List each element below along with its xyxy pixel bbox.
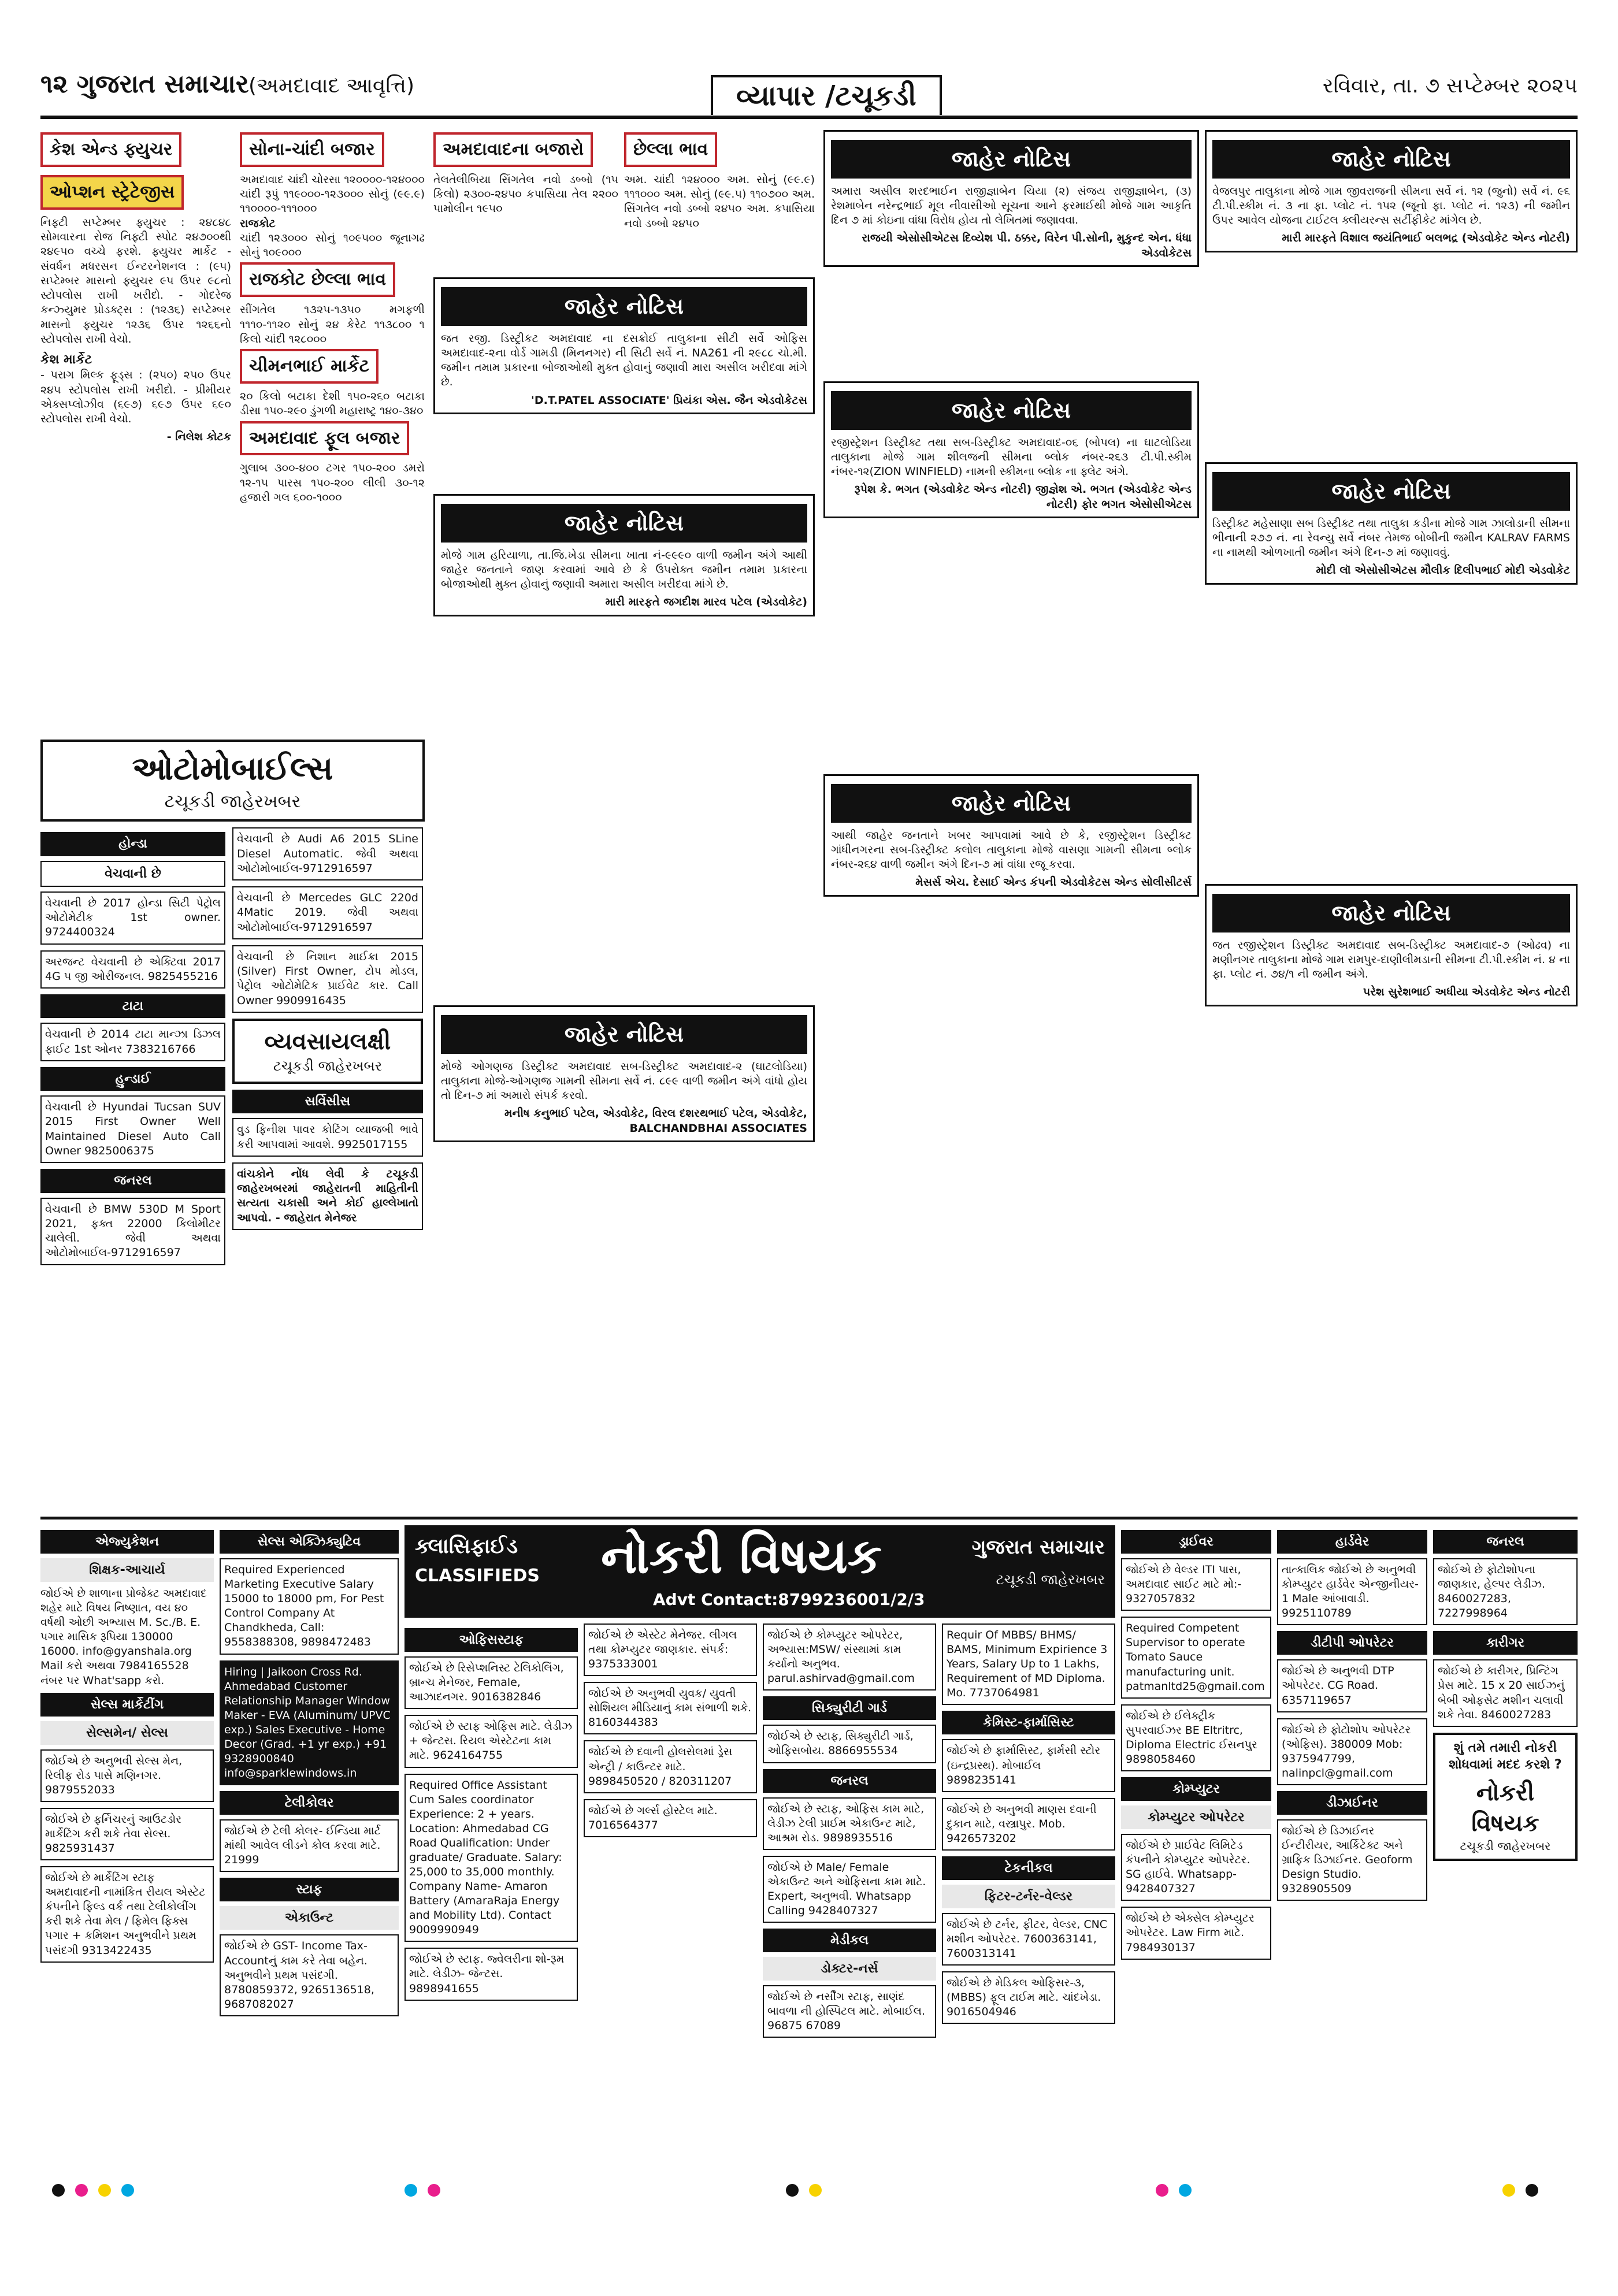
photo-ad: જોઈએ છે ફોટોશોપ ઓપરેટર (ઓફિસ). 380009 Mob: 9375947799, nalinpcl@gmail.com: [1277, 1718, 1427, 1785]
general-ad: વેચવાની છે BMW 530D M Sport 2021, ફક્ત 22000 કિલોમીટર ચાલેલી. જેવી અથવા ઓટોમોબાઈલ-9712916597: [40, 1198, 225, 1265]
sales-exec-heading: સેલ્સ એક્ઝિક્યુટિવ: [220, 1530, 399, 1554]
hyundai-heading: હુન્ડાઈ: [40, 1067, 225, 1091]
notice-9-title: જાહેર નોટિસ: [1212, 894, 1570, 932]
carrier-heading: કારીગર: [1433, 1631, 1578, 1655]
gold-text: અમદાવાદ ચાંદી ચોરસા ૧૨૦૦૦૦-૧૨૪૦૦૦ ચાંદી રૂપું ૧૧૯૦૦૦-૧૨૩૦૦૦ સોનું (૯૯.૯) ૧૧૦૦૦૦-૧૧૧૦૦૦: [240, 173, 425, 216]
hyundai-ad: વેચવાની છે Hyundai Tucsan SUV 2015 First Owner Well Maintained Diesel Auto Call Owner 9825006375: [40, 1095, 225, 1163]
chemist-ad: જોઈએ છે ફાર્માસિસ્ટ, ફાર્મસી સ્ટોર (ઇન્દ્રપ્રસ્થ). મોબાઈલ 9898235141: [942, 1739, 1115, 1792]
automobiles-section: [40, 740, 425, 1514]
notice-8: [1205, 462, 1578, 872]
notice-8-sig: મોદી લૉ એસોસીએટસ મૌલીક દિલીપભાઈ મોદી એડવોકેટ: [1316, 564, 1570, 577]
service-heading: સર્વિસીસ: [232, 1090, 423, 1113]
chiman-text: ૨૦ કિલો બટાકા દેશી ૧૫૦-૨૬૦ બટાકા ડીસા ૧૫૦-૨૯૦ ડુંગળી મહારાષ્ટ્ર ૧૪૦-૩૪૦: [240, 390, 425, 418]
general-heading: જનરલ: [40, 1169, 225, 1192]
notice-5: [823, 381, 1199, 757]
chemist-heading: કેમિસ્ટ-ફાર્માસિસ્ટ: [942, 1711, 1115, 1734]
comp-op-heading: કોમ્પ્યુટર ઓપરેટર: [1121, 1805, 1271, 1829]
salesman-heading: સેલ્સમેન/ સેલ્સ: [40, 1721, 214, 1745]
salesman-ad-1: જોઈએ છે અનુભવી સેલ્સ મેન, રિલીફ રોડ પાસે મણિનગર. 9879552033: [40, 1749, 214, 1802]
rajkot-last-heading: રાજકોટ છેલ્લા ભાવ: [240, 262, 395, 297]
manager-ad-2: જોઈએ છે અનુભવી યુવક/ યુવતી સોશિયલ મીડિયાનું કામ સંભાળી શકે. 8160344383: [584, 1682, 757, 1734]
notice-3-sig: મનીષ કનુભાઈ પટેલ, એડવોકેટ, વિરલ દશરથભાઈ પટેલ, એડવોકેટ, BALCHANDBHAI ASSOCIATES: [504, 1107, 807, 1135]
dot-yellow-icon-2: [809, 2184, 822, 2197]
flower-text: ગુલાબ ૩૦૦-૪૦૦ ટગર ૧૫૦-૨૦૦ ડમરો ૧૨-૧૫ પારસ ૧૫૦-૨૦૦ લીલી ૩૦-૧૨ હજારી ગલ ૬૦૦-૧૦૦૦: [240, 462, 425, 504]
registration-dots: [0, 2178, 1618, 2201]
auto-ad-1: વેચવાની છે 2017 હોન્ડા સિટી પેટ્રોલ ઓટોમેટીક 1st owner. 9724400324: [40, 891, 225, 945]
notice-5-title: જાહેર નોટિસ: [831, 391, 1192, 430]
cls-col-3: [404, 1623, 578, 2155]
general3-heading: જનરલ: [1433, 1530, 1578, 1554]
dtp-ad: જોઈએ છે અનુભવી DTP ઓપરેટર. CG Road. 6357119657: [1277, 1659, 1427, 1712]
notice-7-title: જાહેર નોટિસ: [1212, 140, 1570, 179]
notice-7: [1205, 130, 1578, 454]
author: - નિલેશ કોટક: [166, 430, 231, 444]
notice-9-body: જત રજીસ્ટ્રેશન ડિસ્ટ્રીક્ટ અમદાવાદ સબ-ડિસ્ટ્રીક્ટ અમદાવાદ-૭ (ઓઢવ) ના મણીનગર તાલુકાના મોજે ગામ રામપુર-દાણીલીમડાની સીમના ટી.પી.સ્કીમ નં. ૪ ના ફા. પ્લોટ નં. ૭૪/૧ ની જમીન અંગે.: [1212, 938, 1570, 981]
notice-2: [433, 494, 815, 870]
hiring-ad: Hiring | Jaikoon Cross Rd. Ahmedabad Customer Relationship Manager Window Maker - EVA (Aluminum/ UPVC exp.) Sales Executive - Home Decor (Grad. +1 yr exp.) +91 9328900840 info@sparklewindows.in: [220, 1660, 399, 1786]
notice-7-body: વેજલપુર તાલુકાના મોજે ગામ જીવરાજની સીમના સર્વે નં. ૧૨ (જુનો) સર્વે નં. ૯૬ ટી.પી.સ્કીમ નં. ૩ ના ફા. પ્લોટ નં. ૧૫૨ (જૂનો ફા. પ્લોટ નં. ૧૨૩) ની જમીન ઉપર આવેલ યોજના ટાઈટલ ક્લીયરન્સ સર્ટીફીકેટ માંગેલ છે.: [1212, 184, 1570, 227]
doctor-ad-1: Requir Of MBBS/ BHMS/ BAMS, Minimum Expirience 3 Years, Salary Up to 1 Lakhs, Requirement of MD Diploma. Mo. 7737064981: [942, 1623, 1115, 1705]
office-heading: ઓફિસસ્ટાફ: [404, 1628, 578, 1652]
security-ad: જોઈએ છે સ્ટાફ, સિક્યુરીટી ગાર્ડ, ઓફિસબોય. 8866955534: [763, 1725, 936, 1763]
masthead: ૧૨ ગુજરાત સમાચાર: [40, 69, 249, 99]
hardware-ad: તાત્કાલિક જોઈએ છે અનુભવી કોમ્પ્યુટર હાર્ડવેર એન્જીનીયર- 1 Male આંબાવાડી. 9925110789: [1277, 1558, 1427, 1625]
dot-cyan-icon-2: [404, 2184, 417, 2197]
banner-right: ગુજરાત સમાચાર: [971, 1536, 1105, 1559]
notice-6-body: આથી જાહેર જનતાને ખબર આપવામાં આવે છે કે, રજીસ્ટ્રેશન ડિસ્ટ્રીક્ટ ગાંધીનગરના સબ-ડિસ્ટ્રીક્ટ કલોલ તાલુકાના મોજે વાસણા ગામની સીમના બ્લોક નંબર-૨૬૪ વાળી જમીન અંગે દિન-૭ માં વાંધા રજૂ કરવા.: [831, 829, 1192, 871]
notice-4: [823, 130, 1199, 361]
notice-1: [433, 277, 815, 485]
computer-ad: જોઈએ છે કોમ્પ્યુટર ઓપરેટર, અભ્યાસ:MSW/ સંસ્થામાં કામ કર્યાનો અનુભવ. parul.ashirvad@gmail.com: [763, 1623, 936, 1691]
office-ad-3: Required Office Assistant Cum Sales coordinator Experience: 2 + years. Location: Ahmedabad CG Road Qualification: Under graduate/ Graduate. Salary: 25,000 to 35,000 monthly. Company Name- Amaron Battery (AmaraRaja Energy and Mobility Ltd). Contact 9009990949: [404, 1774, 578, 1942]
notice-2-title: જાહેર નોટિસ: [441, 504, 807, 543]
banner-left: ક્લાસિફાઈડ: [415, 1535, 518, 1558]
dot-cyan-icon-3: [1179, 2184, 1192, 2197]
cash-heading: કેશ માર્કેટ: [40, 352, 92, 367]
last-prices: [624, 130, 815, 269]
cls-col-1: [40, 1525, 214, 2155]
notice-3: [433, 1005, 815, 1514]
notice-3-body: મોજે ઓગણજ ડિસ્ટ્રીક્ટ અમદાવાદ સબ-ડિસ્ટ્રીક્ટ અમદાવાદ-૨ (ઘાટલોડિયા) તાલુકાના મોજે-ઓગણજ ગામની સીમના સર્વે નં. ૮૯૯ વાળી જમીન અંગે વાંધો હોય તો દિન-૭ માં અમારો સંપર્ક કરવો.: [441, 1060, 807, 1102]
futures-column: [40, 130, 231, 731]
rajkot-heading: રાજકોટ: [240, 217, 276, 230]
notice-7-sig: મારી મારફતે વિશાલ જયંતિભાઈ બલભદ્ર (એડવોકેટ એન્ડ નોટરી): [1282, 232, 1570, 245]
design-ad: જોઈએ છે ડિઝાઈનર ઈન્ટીરીયર, આર્કિટેક્ટ અને ગ્રાફિક ડિઝાઈનર. Geoform Design Studio. 9328905509: [1277, 1819, 1427, 1901]
flower-heading: અમદાવાદ ફૂલ બજાર: [240, 421, 409, 456]
ahm-markets: [433, 130, 618, 269]
cls-general-ad-1: જોઈએ છે સ્ટાફ, ઓફિસ કામ માટે, લેડીઝ ટેલી પ્રાઈમ એકાઉન્ટ માટે, આશ્રમ રોડ. 9898935516: [763, 1797, 936, 1850]
manager-ad-3: જોઈએ છે દવાની હોલસેલમાં ડ્રેસ એન્ટ્રી / કાઉન્ટર માટે. 9898450520 / 820311207: [584, 1740, 757, 1793]
manager-ad-1: જોઈએ છે એસ્ટેટ મેનેજર. લીગલ તથા કોમ્પ્યુટર જાણકાર. સંપર્ક: 9375333001: [584, 1623, 757, 1676]
comp-ad-1: જોઈએ છે પ્રાઈવેટ લિમિટેડ કંપનીને કોમ્પ્યુટર ઓપરેટર. SG હાઈવે. Whatsapp- 9428407327: [1121, 1834, 1271, 1901]
promo-title: નોકરી વિષયક: [1471, 1779, 1539, 1837]
fitter-ad: જોઈએ છે ટર્નર, ફીટર, વેલ્ડર, CNC મશીન ઓપરેટર. 7600363141, 7600313141: [942, 1913, 1115, 1966]
cash-text: - પરાગ મિલ્ક ફૂડ્સ : (૨૫૦) ૨૫૦ ઉપર ૨૪૫ સ્ટોપલોસ રાખી ખરીદો. - પ્રીમીયર એક્સપ્લોઝીવ (૬૯૭) ૬૯૭ ઉપર ૬૯૦ સ્ટોપલોસ રાખી વેચો.: [40, 369, 231, 426]
notice-9: [1205, 884, 1578, 1514]
cls-col-6: [942, 1623, 1115, 2155]
page-header: [40, 64, 1578, 119]
auto-ad-5: વેચવાની છે નિશાન માઈક્રા 2015 (Silver) First Owner, ટોપ મોડલ, પેટ્રોલ ઓટોમેટિક પ્રાઈવેટ કાર. Call Owner 9909916435: [232, 945, 423, 1013]
section-divider: [40, 1517, 1578, 1519]
accounts-ad: જોઈએ છે GST- Income Tax- Accountનું કામ કરે તેવા બહેન. અનુભવીને પ્રથમ પસંદગી. 8780859372, 9265136518, 9687082027: [220, 1934, 399, 2016]
doctor-ad-3: જોઈએ છે મેડિકલ ઓફિસર-૩, (MBBS) ફૂલ ટાઈમ માટે. ચાંદખેડા. 9016504946: [942, 1971, 1115, 2024]
auto-ad-3: વેચવાની છે Audi A6 2015 SLine Diesel Automatic. જેવી અથવા ઓટોમોબાઈલ-9712916597: [232, 827, 423, 880]
fitter-heading: ફિટર-ટર્નર-વેલ્ડર: [942, 1885, 1115, 1908]
sell-heading: વેચવાની છે: [40, 861, 225, 887]
cls-col-4: [584, 1623, 757, 2155]
security-heading: સિક્યુરીટી ગાર્ડ: [763, 1696, 936, 1720]
salesman-ad-2: જોઈએ છે ફર્નિચરનું આઉટડોર માર્કેટિંગ કરી શકે તેવા સેલ્સ. 9825931437: [40, 1808, 214, 1860]
cls-col-2: [220, 1525, 399, 2155]
doctor-heading: મેડીકલ: [763, 1929, 936, 1952]
technical-heading: ટેકનીકલ: [942, 1856, 1115, 1880]
teacher-heading: શિક્ષક-આચાર્ય: [40, 1558, 214, 1582]
auto-ad-2: અરજન્ટ વેચવાની છે એક્ટિવા 2017 4G ૫ જી ઓરીજનલ. 9825455216: [40, 950, 225, 989]
notice-4-body: અમારા અસીલ શરદભાઈન રાજીજ્ઞાબેન ચિયા (૨) સંજય રાજીજ્ઞાબેન, (૩) રેશમાબેન નરેન્દ્રભાઈ મૂલ નીવાસીઓ સૂચના આને ફરમાઈથી મોજે ગામ આકૃતિ દિન ૭ માં કોઇના વાંધા વિરોધ હોય તો લેખિતમાં જણાવવા.: [831, 184, 1192, 227]
office-ad-2: જોઈએ છે સ્ટાફ ઓફિસ માટે. લેડીઝ + જેન્ટસ. રિયલ એસ્ટેટના કામ માટે. 9624164755: [404, 1715, 578, 1767]
engineer-ad: Required Competent Supervisor to operate Tomato Sauce manufacturing unit. patmanltd25@gmail.com: [1121, 1617, 1271, 1698]
notice-6-sig: મેસર્સ એચ. દેસાઈ એન્ડ કંપની એડવોકેટસ એન્ડ સોલીસીટર્સ: [915, 876, 1192, 889]
ahm-heading: અમદાવાદના બજારો: [433, 132, 593, 167]
notice-2-body: મોજે ગામ હરિયાળા, તા.જિ.ખેડા સીમના ખાતા નં-૯૯૯૦ વાળી જમીન અંગે આથી જાહેર જનતાને જાણ કરવામાં આવે છે કે ઉપરોક્ત જમીન તમામ પ્રકારના બોજાઓથી મુક્ત હોવાનું જણાવી અમારા અસીલ ખરીદવા માંગે છે.: [441, 548, 807, 591]
edition: (અમદાવાદ આવૃત્તિ): [248, 74, 415, 98]
ahm-text: તેલતેલીબિયા સિંગતેલ નવો ડબ્બો (૧૫ કિલો) ૨૩૦૦-૨૪૫૦ કપાસિયા તેલ ૨૨૦૦ પામોલીન ૧૯૫૦: [433, 173, 618, 216]
gold-heading: સોના-ચાંદી બજાર: [240, 132, 384, 167]
tata-heading: ટાટા: [40, 994, 225, 1018]
comp-heading: કોમ્પ્યુટર: [1121, 1777, 1271, 1801]
notice-1-sig: 'D.T.PATEL ASSOCIATE' પ્રિયંકા એસ. જૈન એડવોકેટસ: [531, 393, 807, 407]
hardware-heading: હાર્ડવેર: [1277, 1530, 1427, 1554]
futures-text: નિફ્ટી સપ્ટેમ્બર ફ્યુચર : ૨૪૮૪૮ સોમવારના રોજ નિફ્ટી સ્પોટ ૨૪૭૦૦થી ૨૪૯૫૦ વચ્ચે ફરશે. ફ્યુચર માર્કેટ - સંવર્ધન મધરસન ઈન્ટરનેશનલ : (૯૫) સપ્ટેમ્બર માસનો ફ્યુચર ૯૫ ઉપર ૯૮નો સ્ટોપલોસ રાખી ખરીદો. - ગોદરેજ કન્ઝ્યુમર પ્રોડક્ટ્સ : (૧૨૩૬) સપ્ટેમ્બર માસનો ફ્યુચર ૧૨૩૬ ઉપર ૧૨૬૬નો સ્ટોપલોસ રાખી વેચો.: [40, 216, 231, 345]
cls-col-7: [1121, 1525, 1271, 2155]
general3-ad: જોઈએ છે ફોટોશોપના જાણકાર, હેલ્પર લેડીઝ. 8460027283, 7227998964: [1433, 1558, 1578, 1625]
service-ad: વુડ ફિનીશ પાવર કોટિંગ વ્યાજબી ભાવે કરી આપવામાં આવશે. 9925017155: [232, 1118, 423, 1157]
cls-general-heading: જનરલ: [763, 1769, 936, 1793]
biz-subheading: ટચૂકડી જાહેરખબર: [273, 1058, 383, 1075]
last-heading: છેલ્લા ભાવ: [624, 132, 717, 167]
cls-col-9: [1433, 1525, 1578, 2155]
notice-9-sig: પરેશ સુરેશભાઈ અધીયા એડવોકેટ એન્ડ નોટરી: [1363, 986, 1570, 999]
tata-ad: વેચવાની છે 2014 ટાટા માન્ઝા ડિઝલ ફાઈટ 1st ઓનર 7383216766: [40, 1023, 225, 1061]
office-ad-1: જોઈએ છે રિસેપ્શનિસ્ટ ટેલિકોલિંગ, બ્રાન્ચ મેનેજર, Female, આઝાદનગર. 9016382846: [404, 1656, 578, 1709]
notice-4-title: જાહેર નોટિસ: [831, 140, 1192, 179]
cls-general-ad-2: જોઈએ છે Male/ Female એકાઉન્ટ અને ઓફિસના કામ માટે. Expert, અનુભવી. Whatsapp Calling 9428407327: [763, 1856, 936, 1923]
dot-black-icon-3: [1526, 2184, 1538, 2197]
gold-column: [240, 130, 425, 731]
futures-heading: કેશ એન્ડ ફ્યુચર: [40, 132, 181, 167]
cls-col-5: [763, 1623, 936, 2155]
promo-question: શું તમે તમારી નોકરી શોધવામાં મદદ કરશે ?: [1449, 1740, 1562, 1772]
dot-yellow-icon-3: [1502, 2184, 1515, 2197]
notice-1-title: જાહેર નોટિસ: [441, 287, 807, 326]
banner-title: નોકરી વિષયક: [601, 1528, 882, 1584]
auto-ad-4: વેચવાની છે Mercedes GLC 220d 4Matic 2019. જેવી અથવા ઓટોમોબાઈલ-9712916597: [232, 886, 423, 939]
dot-magenta-icon-2: [428, 2184, 440, 2197]
notice-8-title: જાહેર નોટિસ: [1212, 472, 1570, 511]
auto-heading: ઓટોમોબાઈલ્સ: [132, 750, 333, 787]
general2-ad: જોઈએ છે અનુભવી માણસ દવાની દુકાન માટે, વસ્ત્રાપુર. Mob. 9426573202: [942, 1798, 1115, 1851]
notice-5-sig: રૂપેશ કે. ભગત (એડવોકેટ એન્ડ નોટરી) જીજ્ઞેશ એ. ભગત (એડવોકેટ એન્ડ નોટરી) ફોર ભગત એસોસીએટસ: [854, 483, 1192, 511]
page-date: રવિવાર, તા. ૭ સપ્ટેમ્બર ૨૦૨૫: [1322, 74, 1578, 98]
driver-heading: ડ્રાઈવર: [1121, 1530, 1271, 1554]
options-heading: ઓપ્શન સ્ટ્રેટેજીસ: [40, 175, 184, 210]
comp-ad-2: જોઈએ છે એક્સેલ કોમ્પ્યુટર ઓપરેટર. Law Firm માટે. 7984930137: [1121, 1907, 1271, 1959]
last-text: અમ. ચાંદી ૧૨૪૦૦૦ અમ. સોનું (૯૯.૯) ૧૧૧૦૦૦ અમ. સોનું (૯૯.૫) ૧૧૦૭૦૦ અમ. સિંગતેલ નવો ડબ્બો ૨૪૫૦ અમ. કપાસિયા નવો ડબ્બો ૨૪૫૦: [624, 173, 815, 230]
dtp-heading: ડીટીપી ઓપરેટર: [1277, 1631, 1427, 1655]
sales-exec-ad: Required Experienced Marketing Executive Salary 15000 to 18000 pm, For Pest Control Company At Chandkheda, Call: 9558388308, 9898472483: [220, 1558, 399, 1654]
notice-6-title: જાહેર નોટિસ: [831, 784, 1192, 823]
auto-subheading: ટચૂકડી જાહેરખબર: [164, 792, 301, 812]
section-title: વ્યાપાર /ટચૂકડી: [711, 75, 942, 115]
classifieds-banner: [404, 1525, 1115, 1618]
staff-heading: સ્ટાફ: [220, 1878, 399, 1901]
carrier-ad: જોઈએ છે કારીગર, પ્રિન્ટિંગ પ્રેસ માટે. 15 x 20 સાઈઝનું બેબી ઓફસેટ મશીન ચલાવી શકે તેવા. 8460027283: [1433, 1659, 1578, 1726]
manager-ad-4: જોઈએ છે ગર્લ્સ હોસ્ટેલ માટે. 7016564377: [584, 1799, 757, 1837]
education-heading: એજ્યુકેશન: [40, 1530, 214, 1554]
telecaller-heading: ટેલીકોલર: [220, 1791, 399, 1815]
telecaller-ad: જોઈએ છે ટેલી કોલર- ઈન્ડિયા માર્ટ માંથી આવેલ લીડને કોલ કરવા માટે. 21999: [220, 1819, 399, 1872]
sales-mkt-heading: સેલ્સ માર્કેટીંગ: [40, 1693, 214, 1717]
teacher-ad: જોઈએ છે શાળાના પ્રોજેક્ટ અમદાવાદ શહેર માટે વિષય નિષ્ણાત, વય ૪૦ વર્ષથી ઓછી અભ્યાસ M. Sc./B. E. પગાર માસિક રૂપિયા 130000 16000. info@gyanshala.org Mail કરો અથવા 7984165528 નંબર પર What'sapp કરો.: [40, 1587, 207, 1687]
driver-ad: જોઈએ છે વેલ્ડર ITI પાસ, અમદાવાદ સાઈટ માટે મો:- 9327057832: [1121, 1558, 1271, 1611]
promo-subtitle: ટચૂકડી જાહેરખબર: [1460, 1839, 1551, 1853]
notice-1-body: જત રજી. ડિસ્ટ્રીકટ અમદાવાદ ના દસક્રોઈ તાલુકાના સીટી સર્વે ઓફિસ અમદાવાદ-૨ના વોર્ડ ગામડી (મિનનગર) ની સિટી સર્વે નં. NA261 ની ૨૯૮૮ ચો.મી. જમીન તમામ પ્રકારના બોજાઓથી મુક્ત હોવાનું જણાવી મારા અસીલ ખરીદવા માંગે છે.: [441, 332, 807, 389]
notice-8-body: ડિસ્ટ્રીક્ટ મહેસાણા સબ ડિસ્ટ્રીક્ટ તથા તાલુકા કડીના મોજે ગામ ઝાલોડાની સીમના ભીનાની ૨૭૭ નં. ના રેવન્યુ સર્વે નંબર તેમજ બોબીની જમીન KALRAV FARMS ના નામથી ઓળખાતી જમીન અંગે દિન-૭ માં જણાવવું.: [1212, 517, 1570, 559]
design-heading: ડીઝાઈનર: [1277, 1791, 1427, 1815]
rajkot-last-text: સીંગતેલ ૧૩૨૫-૧૩૫૦ મગફળી ૧૧૧૦-૧૧૨૦ સોનું ૨૪ કેરેટ ૧૧૩૮૦૦ ૧ કિલો ચાંદી ૧૨૮૦૦૦: [240, 303, 425, 345]
dot-black-icon: [52, 2184, 65, 2197]
banner-left-en: CLASSIFIEDS: [415, 1566, 540, 1586]
notice-6: [823, 774, 1199, 1514]
office-ad-4: જોઈએ છે સ્ટાફ. જ્વેલરીના શો-રૂમ માટે. લેડીઝ- જેન્ટસ. 9898941655: [404, 1948, 578, 2000]
cls-col-8: [1277, 1525, 1427, 2155]
doctor-ad-2: જોઈએ છે નર્સીંગ સ્ટાફ, સાણંદ બાવળા ની હોસ્પિટલ માટે. મોબાઈલ. 96875 67089: [763, 1985, 936, 2038]
rajkot-text: ચાંદી ૧૨૩૦૦૦ સોનું ૧૦૯૫૦૦ જૂનાગઢ સોનું ૧૦૯૦૦૦: [240, 231, 425, 259]
dot-black-icon-2: [786, 2184, 799, 2197]
notice-5-body: રજીસ્ટ્રેશન ડિસ્ટ્રીક્ટ તથા સબ-ડિસ્ટ્રીક્ટ અમદાવાદ-૦૬ (બોપલ) ના ઘાટલોડિયા તાલુકાના મોજે ગામ શીલજની સીમના બ્લોક નંબર-૨૬૩ ટી.પી.સ્કીમ નંબર-૧૨(ZION WINFIELD) નામની સ્કીમના બ્લોક ના ફ્લેટ અંગે.: [831, 436, 1192, 478]
dot-magenta-icon: [75, 2184, 88, 2197]
electric-ad: જોઈએ છે ઈલેક્ટ્રીક સુપરવાઈઝર BE Eltritrc, Diploma Electric ઈસનપુર 9898058460: [1121, 1704, 1271, 1771]
salesman-ad-3: જોઈએ છે માર્કેટિંગ સ્ટાફ અમદાવાદની નામાંકિત રીયલ એસ્ટેટ કંપનીને ફિલ્ડ વર્ક તથા ટેલીકોલીંગ કરી શકે તેવા મેલ / ફિમેલ ફિક્સ પગાર + કમિશન અનુભવીને પ્રથમ પસંદગી 9313422435: [40, 1866, 214, 1962]
honda-heading: હોન્ડા: [40, 832, 225, 856]
notice-4-sig: રાજયી એસોસીએટસ દિવ્યેશ પી. ઠક્કર, વિરેન પી.સોની, મુકુન્દ એન. ધંધા એડવોકેટસ: [862, 232, 1192, 259]
notice-2-sig: મારી મારફતે જગદીશ મારવ પટેલ (એડવોકેટ): [605, 596, 807, 609]
banner-right-sub: ટચૂકડી જાહેરખબર: [996, 1571, 1105, 1588]
banner-contact: Advt Contact:8799236001/2/3: [653, 1590, 925, 1609]
caution-note: વાંચકોને નોંધ લેવી કે ટચૂકડી જાહેરખબરમાં જાહેરાતની માહિતીની સત્યતા ચકાસી અને કોઈ હાલ્લેખાતો આપવો. - જાહેરાત મેનેજર: [232, 1162, 423, 1230]
notice-3-title: જાહેર નોટિસ: [441, 1015, 807, 1054]
dot-cyan-icon: [121, 2184, 134, 2197]
dot-yellow-icon: [98, 2184, 111, 2197]
biz-heading: વ્યવસાયલક્ષી: [264, 1028, 391, 1056]
chiman-heading: ચીમનભાઈ માર્કેટ: [240, 349, 378, 384]
doctor-subheading: ડોક્ટર-નર્સ: [763, 1957, 936, 1981]
accounts-heading: એકાઉન્ટ: [220, 1906, 399, 1930]
dot-magenta-icon-3: [1156, 2184, 1168, 2197]
